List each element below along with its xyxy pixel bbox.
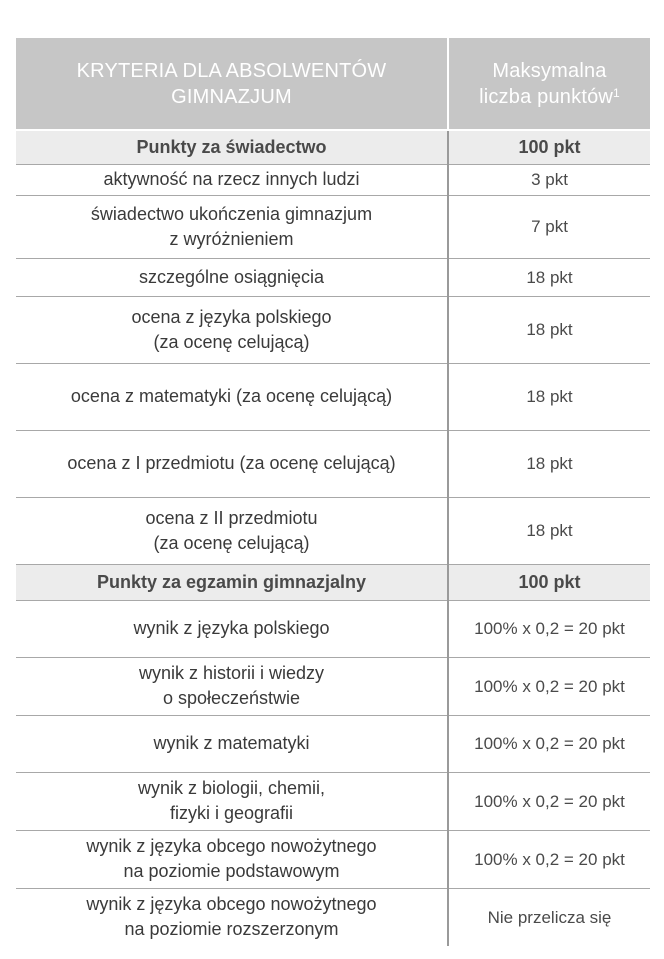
table-row bbox=[16, 830, 650, 888]
criterion-cell: ocena z matematyki (za ocenę celującą) bbox=[16, 363, 448, 430]
points-cell: 100% x 0,2 = 20 pkt bbox=[448, 600, 650, 657]
points-cell: Nie przelicza się bbox=[448, 888, 650, 946]
table-row bbox=[16, 715, 650, 772]
criterion-cell: ocena z II przedmiotu (za ocenę celującą) bbox=[16, 497, 448, 564]
criteria-table bbox=[16, 38, 650, 946]
max-points-label: Maksymalna liczba punktów bbox=[479, 59, 614, 108]
criterion-cell: szczególne osiągnięcia bbox=[16, 258, 448, 296]
table-row bbox=[16, 164, 650, 195]
points-cell: 18 pkt bbox=[448, 430, 650, 497]
max-points-column-header bbox=[448, 38, 650, 130]
criterion-cell: wynik z matematyki bbox=[16, 715, 448, 772]
table-row bbox=[16, 772, 650, 830]
criterion-cell: wynik z biologii, chemii, fizyki i geografii bbox=[16, 772, 448, 830]
table-row bbox=[16, 430, 650, 497]
table-row bbox=[16, 363, 650, 430]
criteria-column-header: KRYTERIA DLA ABSOLWENTÓW GIMNAZJUM bbox=[16, 38, 448, 130]
criterion-cell: aktywność na rzecz innych ludzi bbox=[16, 164, 448, 195]
criterion-cell: ocena z języka polskiego (za ocenę celującą) bbox=[16, 296, 448, 363]
criterion-cell: świadectwo ukończenia gimnazjum z wyróżnieniem bbox=[16, 195, 448, 258]
points-cell: 100% x 0,2 = 20 pkt bbox=[448, 772, 650, 830]
footnote-marker: 1 bbox=[613, 85, 620, 100]
points-cell: 18 pkt bbox=[448, 363, 650, 430]
section-row-certificate bbox=[16, 130, 650, 164]
section-row-exam bbox=[16, 564, 650, 600]
points-cell: 7 pkt bbox=[448, 195, 650, 258]
section-total: 100 pkt bbox=[448, 130, 650, 164]
points-cell: 18 pkt bbox=[448, 258, 650, 296]
criterion-cell: wynik z języka obcego nowożytnego na poziomie podstawowym bbox=[16, 830, 448, 888]
table-row bbox=[16, 296, 650, 363]
criterion-cell: ocena z I przedmiotu (za ocenę celującą) bbox=[16, 430, 448, 497]
points-cell: 100% x 0,2 = 20 pkt bbox=[448, 657, 650, 715]
table-row bbox=[16, 258, 650, 296]
points-cell: 100% x 0,2 = 20 pkt bbox=[448, 830, 650, 888]
table-row bbox=[16, 888, 650, 946]
table-row bbox=[16, 195, 650, 258]
points-cell: 100% x 0,2 = 20 pkt bbox=[448, 715, 650, 772]
table-row bbox=[16, 657, 650, 715]
points-cell: 18 pkt bbox=[448, 497, 650, 564]
section-title: Punkty za świadectwo bbox=[16, 130, 448, 164]
criterion-cell: wynik z języka obcego nowożytnego na poziomie rozszerzonym bbox=[86, 894, 377, 940]
section-title: Punkty za egzamin gimnazjalny bbox=[16, 564, 448, 600]
section-total: 100 pkt bbox=[448, 564, 650, 600]
points-cell: 18 pkt bbox=[448, 296, 650, 363]
table-row bbox=[16, 600, 650, 657]
criterion-cell: wynik z języka polskiego bbox=[16, 600, 448, 657]
table-row bbox=[16, 497, 650, 564]
criterion-cell: wynik z historii i wiedzy o społeczeństwie bbox=[16, 657, 448, 715]
points-cell: 3 pkt bbox=[448, 164, 650, 195]
header-row bbox=[16, 38, 650, 130]
